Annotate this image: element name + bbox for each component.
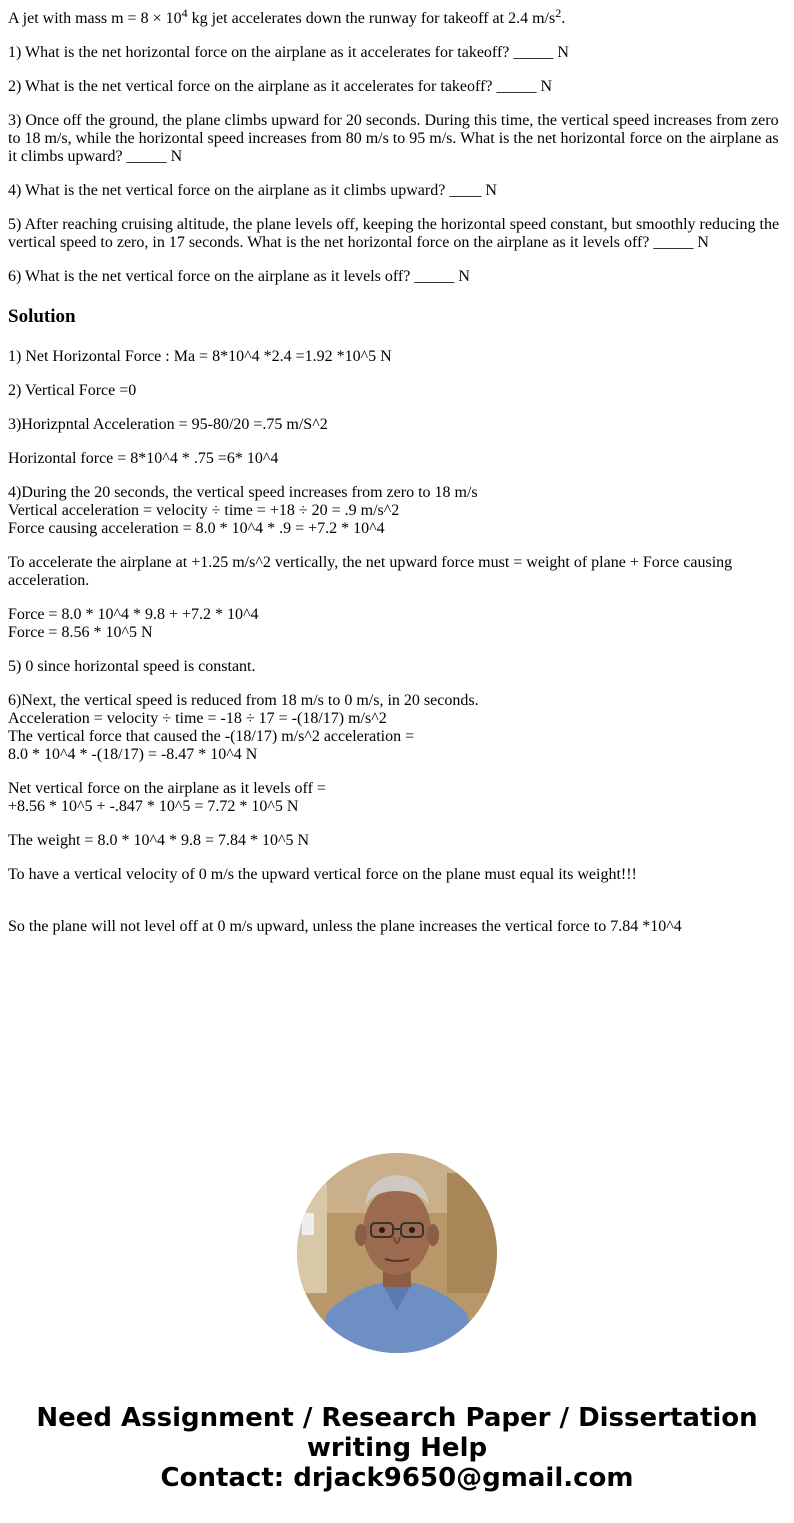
question-1: 1) What is the net horizontal force on the airplane as it accelerates for takeoff? _____ N (8, 44, 569, 61)
intro-text-cont: kg jet accelerates down the runway for takeoff at 2.4 m/s (187, 10, 556, 27)
solution-1: 1) Net Horizontal Force : Ma = 8*10^4 *2.4 =1.92 *10^5 N (8, 348, 392, 365)
author-avatar (297, 1153, 497, 1353)
person-portrait-icon (297, 1153, 497, 1353)
question-intro (8, 6, 786, 28)
intro-exponent: 4 (181, 6, 188, 20)
solution-6b: Acceleration = velocity ÷ time = -18 ÷ 17 = -(18/17) m/s^2 (8, 710, 387, 727)
solution-4b: Vertical acceleration = velocity ÷ time = +18 ÷ 20 = .9 m/s^2 (8, 502, 400, 519)
solution-heading: Solution (8, 306, 76, 327)
solution-6h: To have a vertical velocity of 0 m/s the upward vertical force on the plane must equal its weight!!! (8, 866, 637, 883)
solution-4e: Force = 8.0 * 10^4 * 9.8 + +7.2 * 10^4 (8, 606, 259, 623)
spacer (8, 900, 786, 918)
solution-6e: Net vertical force on the airplane as it levels off = (8, 780, 326, 797)
question-4: 4) What is the net vertical force on the airplane as it climbs upward? ____ N (8, 182, 497, 199)
solution-4d: To accelerate the airplane at +1.25 m/s^2 vertically, the net upward force must = weight of plane + Force causing acceleration. (8, 554, 733, 589)
intro-unit-exponent: 2 (555, 6, 562, 20)
contact-footer (0, 1403, 794, 1493)
solution-6f: +8.56 * 10^5 + -.847 * 10^5 = 7.72 * 10^5 N (8, 798, 299, 815)
solution-6d: 8.0 * 10^4 * -(18/17) = -8.47 * 10^4 N (8, 746, 258, 763)
solution-3a: 3)Horizpntal Acceleration = 95-80/20 =.75 m/S^2 (8, 416, 328, 433)
footer-contact-email: Contact: drjack9650@gmail.com (160, 1463, 634, 1493)
solution-6g: The weight = 8.0 * 10^4 * 9.8 = 7.84 * 10^5 N (8, 832, 310, 849)
solution-6i: So the plane will not level off at 0 m/s upward, unless the plane increases the vertical force to 7.84 *10^4 (8, 918, 682, 935)
question-2: 2) What is the net vertical force on the airplane as it accelerates for takeoff? _____ N (8, 78, 553, 95)
solution-4c: Force causing acceleration = 8.0 * 10^4 * .9 = +7.2 * 10^4 (8, 520, 385, 537)
solution-4f: Force = 8.56 * 10^5 N (8, 624, 153, 641)
solution-6a: 6)Next, the vertical speed is reduced from 18 m/s to 0 m/s, in 20 seconds. (8, 692, 479, 709)
question-3: 3) Once off the ground, the plane climbs upward for 20 seconds. During this time, the vertical speed increases from zero to 18 m/s, while the horizontal speed increases from 80 m/s to 95 m/s. What is the net horizontal force on the airplane as it climbs upward? _____ N (8, 112, 779, 165)
question-5: 5) After reaching cruising altitude, the plane levels off, keeping the horizontal speed constant, but smoothly reducing the vertical speed to zero, in 17 seconds. What is the net horizontal force on the airplane as it levels off? _____ N (8, 216, 780, 251)
solution-2: 2) Vertical Force =0 (8, 382, 137, 399)
footer-line-2: writing Help (306, 1433, 488, 1463)
document-body (8, 6, 786, 952)
intro-text: A jet with mass m = 8 × 10 (8, 10, 182, 27)
solution-4a: 4)During the 20 seconds, the vertical speed increases from zero to 18 m/s (8, 484, 478, 501)
solution-6c: The vertical force that caused the -(18/17) m/s^2 acceleration = (8, 728, 415, 745)
intro-period: . (561, 10, 566, 27)
footer-line-1: Need Assignment / Research Paper / Dissertation (36, 1403, 758, 1433)
question-6: 6) What is the net vertical force on the airplane as it levels off? _____ N (8, 268, 470, 285)
solution-3b: Horizontal force = 8*10^4 * .75 =6* 10^4 (8, 450, 279, 467)
solution-5: 5) 0 since horizontal speed is constant. (8, 658, 256, 675)
